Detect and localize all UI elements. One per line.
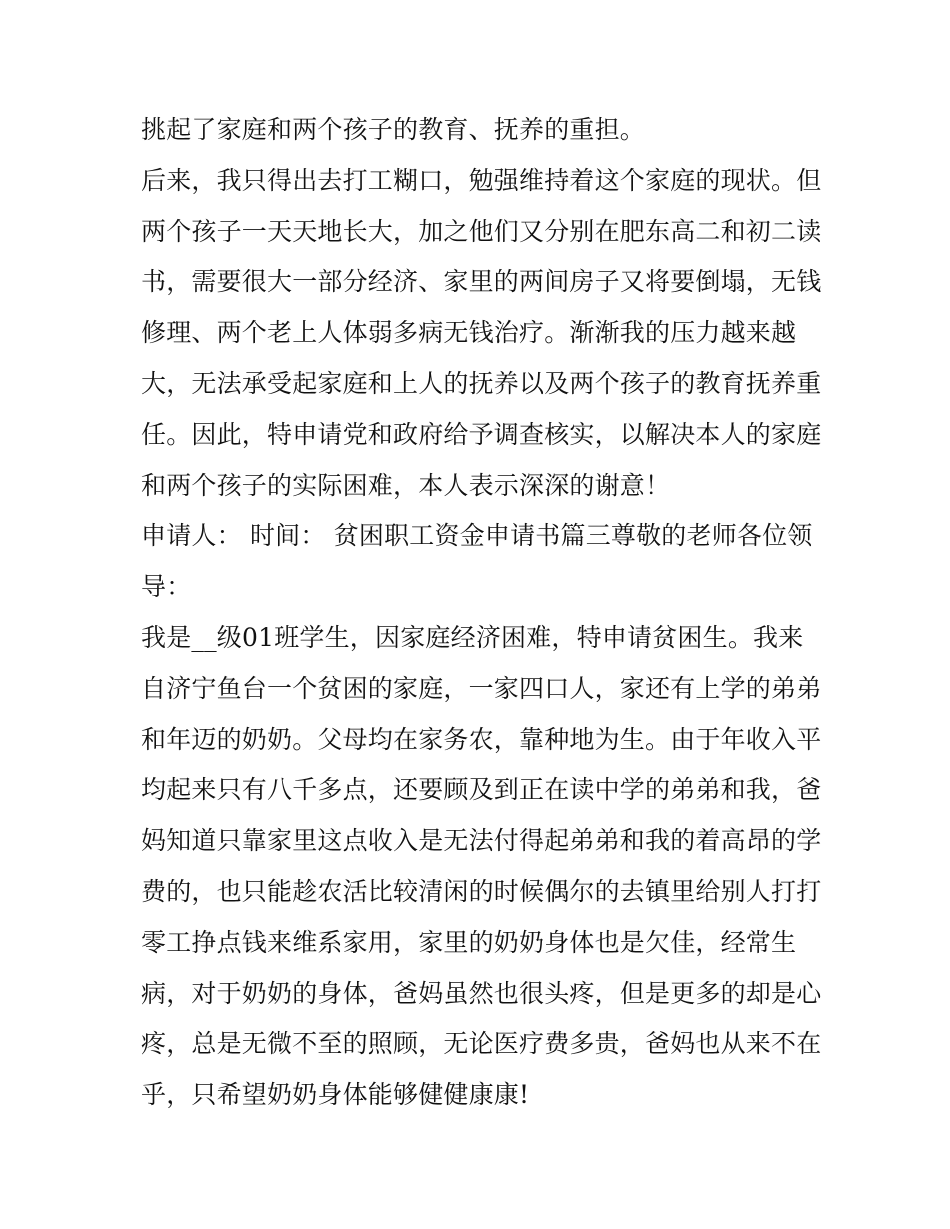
text-line: 和两个孩子的实际困难，本人表示深深的谢意！ xyxy=(141,470,671,500)
text-line: 零工挣点钱来维系家用，家里的奶奶身体也是欠佳，经常生 xyxy=(141,927,797,957)
text-line: 妈知道只靠家里这点收入是无法付得起弟弟和我的着高昂的学 xyxy=(141,826,821,856)
text-line: 和年迈的奶奶。父母均在家务农，靠种地为生。由于年收入平 xyxy=(141,724,821,754)
text-line: 挑起了家庭和两个孩子的教育、抚养的重担。 xyxy=(141,115,646,144)
text-line: 疼，总是无微不至的照顾，无论医疗费多贵，爸妈也从来不在 xyxy=(141,1029,821,1059)
text-line: 后来，我只得出去打工糊口，勉强维持着这个家庭的现状。但 xyxy=(141,165,821,195)
text-line: 病，对于奶奶的身体，爸妈虽然也很头疼，但是更多的却是心 xyxy=(141,978,821,1008)
text-line: 均起来只有八千多点，还要顾及到正在读中学的弟弟和我，爸 xyxy=(141,775,821,805)
text-line: 申请人： 时间： 贫困职工资金申请书篇三尊敬的老师各位领 xyxy=(141,521,813,551)
text-line: 两个孩子一天天地长大，加之他们又分别在肥东高二和初二读 xyxy=(141,216,821,246)
text-line: 导： xyxy=(141,572,192,602)
text-line: 自济宁鱼台一个贫困的家庭，一家四口人，家还有上学的弟弟 xyxy=(141,673,821,703)
text-line: 我是__级01班学生，因家庭经济困难，特申请贫困生。我来 xyxy=(141,622,804,652)
text-line: 费的，也只能趁农活比较清闲的时候偶尔的去镇里给别人打打 xyxy=(141,876,821,906)
document-body xyxy=(141,105,821,1121)
text-line: 任。因此，特申请党和政府给予调查核实，以解决本人的家庭 xyxy=(141,419,821,449)
text-line: 修理、两个老上人体弱多病无钱治疗。渐渐我的压力越来越 xyxy=(141,318,797,348)
text-line: 书，需要很大一部分经济、家里的两间房子又将要倒塌，无钱 xyxy=(141,267,821,297)
text-line: 乎，只希望奶奶身体能够健健康康! xyxy=(141,1080,530,1110)
text-line: 大，无法承受起家庭和上人的抚养以及两个孩子的教育抚养重 xyxy=(141,368,821,398)
